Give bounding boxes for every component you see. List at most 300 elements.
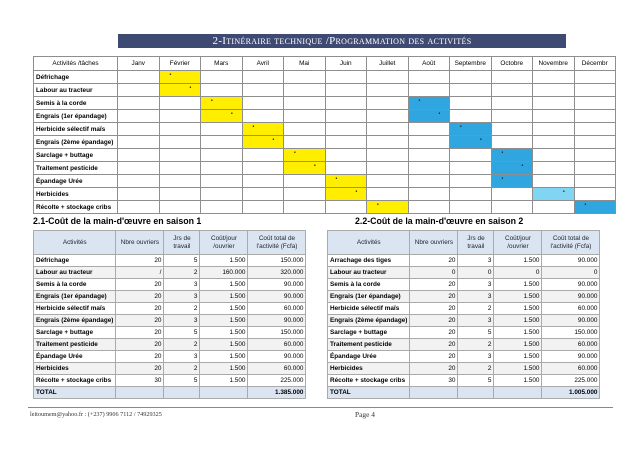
gantt-month-cell xyxy=(242,97,284,110)
gantt-month-cell xyxy=(408,110,450,123)
cost-activity-cell: Arrachage des tiges xyxy=(328,255,410,267)
gantt-row xyxy=(34,175,616,188)
cost-activity-cell: Labour au tracteur xyxy=(34,267,116,279)
cost-activity-cell: Herbicides xyxy=(34,363,116,375)
cost-value-cell: 1.500 xyxy=(200,339,248,351)
cost-value-cell: 5 xyxy=(164,255,200,267)
gantt-activity-label: Épandage Urée xyxy=(34,175,118,188)
cost-total-label: TOTAL xyxy=(328,387,410,399)
page-title-banner: 2-Itinéraire technique /Programmation des activités xyxy=(118,34,566,48)
cost-value-cell: 2 xyxy=(164,363,200,375)
gantt-month-cell xyxy=(408,71,450,84)
gantt-month-cell xyxy=(491,84,533,97)
gantt-month-header: Juin xyxy=(325,57,367,71)
gantt-row xyxy=(34,136,616,149)
gantt-month-cell xyxy=(533,162,575,175)
section-title-season-1: 2.1-Coût de la main-d'œuvre en saison 1 xyxy=(33,216,202,226)
gantt-month-cell xyxy=(201,110,243,123)
cost-value-cell: 20 xyxy=(410,291,458,303)
cost-value-cell: / xyxy=(116,267,164,279)
gantt-month-cell xyxy=(574,136,616,149)
gantt-month-cell xyxy=(284,201,326,214)
gantt-month-cell xyxy=(367,201,409,214)
gantt-month-cell xyxy=(367,188,409,201)
gantt-row xyxy=(34,162,616,175)
gantt-month-cell xyxy=(367,175,409,188)
cost-value-cell: 1.500 xyxy=(200,327,248,339)
cost-activity-cell: Engrais (1er épandage) xyxy=(34,291,116,303)
gantt-month-cell xyxy=(201,188,243,201)
gantt-marker: • xyxy=(584,202,587,208)
cost-value-cell: 20 xyxy=(410,327,458,339)
cost-column-header: Activités xyxy=(328,231,410,255)
cost-value-cell: 1.500 xyxy=(200,375,248,387)
cost-value-cell: 150.000 xyxy=(248,255,306,267)
gantt-month-cell xyxy=(159,123,201,136)
cost-row xyxy=(328,291,600,303)
gantt-month-cell xyxy=(242,149,284,162)
gantt-month-cell xyxy=(118,110,160,123)
gantt-month-cell xyxy=(491,188,533,201)
gantt-month-cell xyxy=(242,175,284,188)
gantt-month-cell xyxy=(533,123,575,136)
cost-value-cell: 20 xyxy=(116,351,164,363)
gantt-month-cell xyxy=(367,149,409,162)
cost-row xyxy=(328,351,600,363)
gantt-month-cell xyxy=(367,123,409,136)
cost-value-cell: 60.000 xyxy=(248,363,306,375)
gantt-month-cell xyxy=(242,188,284,201)
gantt-month-header: Octobre xyxy=(491,57,533,71)
gantt-month-cell xyxy=(325,188,367,201)
cost-value-cell: 60.000 xyxy=(542,363,600,375)
gantt-month-cell xyxy=(574,123,616,136)
cost-value-cell: 1.500 xyxy=(200,315,248,327)
gantt-marker: • xyxy=(294,150,296,156)
gantt-month-cell xyxy=(450,136,492,149)
cost-value-cell: 225.000 xyxy=(542,375,600,387)
gantt-month-cell xyxy=(284,71,326,84)
gantt-month-cell xyxy=(408,123,450,136)
cost-value-cell: 160.000 xyxy=(200,267,248,279)
cost-value-cell: 20 xyxy=(410,339,458,351)
cost-value-cell: 90.000 xyxy=(248,291,306,303)
gantt-month-cell xyxy=(325,162,367,175)
gantt-month-cell xyxy=(367,110,409,123)
cost-total-row xyxy=(328,387,600,399)
gantt-month-cell xyxy=(491,175,533,188)
gantt-month-header: Février xyxy=(159,57,201,71)
cost-column-header: Coût total de l'activité (Fcfa) xyxy=(542,231,600,255)
cost-value-cell: 90.000 xyxy=(248,351,306,363)
gantt-marker: • xyxy=(231,111,233,117)
gantt-month-header: Mai xyxy=(284,57,326,71)
cost-value-cell: 90.000 xyxy=(248,279,306,291)
cost-value-cell: 1.500 xyxy=(200,255,248,267)
cost-column-header: Jrs de travail xyxy=(458,231,494,255)
gantt-month-cell xyxy=(325,149,367,162)
gantt-month-header: Mars xyxy=(201,57,243,71)
gantt-month-cell xyxy=(574,175,616,188)
gantt-month-cell xyxy=(159,97,201,110)
gantt-month-cell xyxy=(284,162,326,175)
section-title-season-2: 2.2-Coût de la main-d'œuvre en saison 2 xyxy=(355,216,524,226)
gantt-month-cell xyxy=(159,110,201,123)
cost-activity-cell: Herbicide sélectif maïs xyxy=(34,303,116,315)
gantt-month-cell xyxy=(242,71,284,84)
gantt-month-cell xyxy=(450,149,492,162)
cost-column-header: Nbre ouvriers xyxy=(116,231,164,255)
cost-activity-cell: Traitement pesticide xyxy=(34,339,116,351)
gantt-month-cell xyxy=(450,110,492,123)
cost-value-cell: 1.500 xyxy=(494,291,542,303)
cost-column-header: Coût total de l'activité (Fcfa) xyxy=(248,231,306,255)
footer-divider xyxy=(28,407,613,408)
cost-activity-cell: Épandage Urée xyxy=(328,351,410,363)
gantt-month-cell xyxy=(367,162,409,175)
cost-value-cell: 3 xyxy=(458,351,494,363)
cost-activity-cell: Épandage Urée xyxy=(34,351,116,363)
gantt-month-cell xyxy=(533,149,575,162)
cost-value-cell: 30 xyxy=(410,375,458,387)
gantt-month-cell xyxy=(450,201,492,214)
cost-value-cell: 0 xyxy=(410,267,458,279)
cost-value-cell: 1.500 xyxy=(494,303,542,315)
cost-row xyxy=(328,303,600,315)
gantt-marker: • xyxy=(521,163,524,169)
cost-activity-cell: Labour au tracteur xyxy=(328,267,410,279)
cost-total-label: TOTAL xyxy=(34,387,116,399)
cost-total-empty xyxy=(164,387,200,399)
gantt-month-cell xyxy=(284,188,326,201)
cost-value-cell: 5 xyxy=(458,375,494,387)
cost-value-cell: 1.500 xyxy=(494,279,542,291)
gantt-month-cell xyxy=(118,201,160,214)
gantt-header-activity: Activités /tâches xyxy=(34,57,118,71)
cost-value-cell: 3 xyxy=(458,315,494,327)
gantt-month-cell xyxy=(574,201,616,214)
cost-column-header: Jrs de travail xyxy=(164,231,200,255)
gantt-month-cell xyxy=(367,97,409,110)
cost-activity-cell: Engrais (2ème épandage) xyxy=(328,315,410,327)
cost-value-cell: 2 xyxy=(164,267,200,279)
gantt-month-cell xyxy=(408,97,450,110)
cost-value-cell: 20 xyxy=(410,255,458,267)
gantt-month-header: Janv xyxy=(118,57,160,71)
cost-column-header: Coût/jour /ouvrier xyxy=(494,231,542,255)
cost-activity-cell: Récolte + stockage cribs xyxy=(34,375,116,387)
gantt-month-cell xyxy=(450,123,492,136)
cost-value-cell: 2 xyxy=(458,303,494,315)
gantt-month-header: Décembr xyxy=(574,57,616,71)
cost-value-cell: 90.000 xyxy=(542,351,600,363)
gantt-month-cell xyxy=(284,97,326,110)
gantt-month-cell xyxy=(118,175,160,188)
gantt-month-cell xyxy=(242,162,284,175)
cost-row xyxy=(34,315,306,327)
gantt-month-cell xyxy=(284,175,326,188)
gantt-activity-label: Engrais (1er épandage) xyxy=(34,110,118,123)
gantt-marker: • xyxy=(438,111,441,117)
cost-value-cell: 20 xyxy=(116,303,164,315)
gantt-month-cell xyxy=(284,110,326,123)
gantt-month-cell xyxy=(159,149,201,162)
gantt-marker: • xyxy=(272,137,275,143)
gantt-month-cell xyxy=(284,84,326,97)
cost-value-cell: 2 xyxy=(164,303,200,315)
gantt-activity-label: Traitement pesticide xyxy=(34,162,118,175)
gantt-activity-label: Défrichage xyxy=(34,71,118,84)
gantt-row xyxy=(34,188,616,201)
cost-activity-cell: Semis à la corde xyxy=(328,279,410,291)
gantt-marker: • xyxy=(211,98,213,104)
gantt-month-cell xyxy=(450,71,492,84)
gantt-row xyxy=(34,71,616,84)
cost-value-cell: 60.000 xyxy=(542,303,600,315)
cost-activity-cell: Engrais (1er épandage) xyxy=(328,291,410,303)
cost-total-empty xyxy=(458,387,494,399)
cost-value-cell: 3 xyxy=(458,255,494,267)
cost-value-cell: 20 xyxy=(116,291,164,303)
cost-value-cell: 3 xyxy=(164,279,200,291)
labor-cost-table-season-2 xyxy=(327,230,600,399)
cost-row xyxy=(34,267,306,279)
cost-value-cell: 90.000 xyxy=(542,255,600,267)
cost-activity-cell: Engrais (2ème épandage) xyxy=(34,315,116,327)
cost-value-cell: 20 xyxy=(116,279,164,291)
activity-schedule-gantt xyxy=(33,56,615,214)
cost-row xyxy=(328,255,600,267)
gantt-month-cell xyxy=(367,136,409,149)
gantt-month-cell xyxy=(159,188,201,201)
gantt-month-cell xyxy=(533,84,575,97)
cost-value-cell: 3 xyxy=(458,291,494,303)
cost-value-cell: 0 xyxy=(494,267,542,279)
gantt-row xyxy=(34,84,616,97)
cost-value-cell: 20 xyxy=(116,339,164,351)
cost-column-header: Nbre ouvriers xyxy=(410,231,458,255)
gantt-month-cell xyxy=(284,149,326,162)
gantt-month-cell xyxy=(118,136,160,149)
cost-value-cell: 90.000 xyxy=(542,291,600,303)
gantt-month-cell xyxy=(574,84,616,97)
gantt-month-cell xyxy=(574,162,616,175)
cost-total-value: 1.385.000 xyxy=(248,387,306,399)
gantt-month-cell xyxy=(201,97,243,110)
cost-activity-cell: Semis à la corde xyxy=(34,279,116,291)
gantt-month-header: Septembre xyxy=(450,57,492,71)
gantt-month-cell xyxy=(491,149,533,162)
cost-value-cell: 3 xyxy=(164,351,200,363)
gantt-marker: • xyxy=(460,124,462,130)
gantt-marker: • xyxy=(480,137,482,143)
gantt-month-cell xyxy=(118,188,160,201)
gantt-month-cell xyxy=(450,175,492,188)
cost-value-cell: 20 xyxy=(410,279,458,291)
gantt-month-cell xyxy=(408,84,450,97)
gantt-activity-label: Récolte + stockage cribs xyxy=(34,201,118,214)
cost-value-cell: 20 xyxy=(410,351,458,363)
cost-value-cell: 0 xyxy=(542,267,600,279)
gantt-month-cell xyxy=(201,123,243,136)
gantt-activity-label: Engrais (2ème épandage) xyxy=(34,136,118,149)
cost-row xyxy=(34,291,306,303)
gantt-month-cell xyxy=(450,188,492,201)
gantt-month-header: Avril xyxy=(242,57,284,71)
gantt-month-cell xyxy=(325,201,367,214)
cost-row xyxy=(34,339,306,351)
cost-value-cell: 225.000 xyxy=(248,375,306,387)
page-number: Page 4 xyxy=(355,410,375,419)
gantt-month-cell xyxy=(284,136,326,149)
gantt-month-cell xyxy=(491,123,533,136)
cost-value-cell: 1.500 xyxy=(200,279,248,291)
cost-value-cell: 320.000 xyxy=(248,267,306,279)
gantt-month-cell xyxy=(325,71,367,84)
cost-activity-cell: Défrichage xyxy=(34,255,116,267)
gantt-month-header: Juillet xyxy=(367,57,409,71)
gantt-month-cell xyxy=(491,71,533,84)
cost-activity-cell: Herbicides xyxy=(328,363,410,375)
cost-value-cell: 3 xyxy=(164,315,200,327)
cost-column-header: Activités xyxy=(34,231,116,255)
cost-value-cell: 20 xyxy=(410,363,458,375)
gantt-month-cell xyxy=(325,123,367,136)
gantt-row xyxy=(34,110,616,123)
gantt-marker: • xyxy=(189,85,192,91)
gantt-month-cell xyxy=(325,97,367,110)
cost-value-cell: 1.500 xyxy=(494,339,542,351)
gantt-row xyxy=(34,201,616,214)
gantt-marker: • xyxy=(355,189,358,195)
cost-row xyxy=(34,303,306,315)
gantt-month-cell xyxy=(242,110,284,123)
gantt-marker: • xyxy=(169,72,172,78)
gantt-month-cell xyxy=(242,84,284,97)
gantt-month-cell xyxy=(325,175,367,188)
gantt-row xyxy=(34,149,616,162)
gantt-month-cell xyxy=(325,136,367,149)
cost-value-cell: 5 xyxy=(458,327,494,339)
footer-contact: leitoumem@yahoo.fr : (+237) 9906 7112 / 74929325 xyxy=(30,411,162,418)
cost-row xyxy=(328,315,600,327)
gantt-month-cell xyxy=(408,175,450,188)
gantt-marker: • xyxy=(377,202,379,208)
cost-activity-cell: Sarclage + buttage xyxy=(34,327,116,339)
gantt-month-cell xyxy=(367,84,409,97)
cost-value-cell: 2 xyxy=(458,339,494,351)
gantt-marker: • xyxy=(418,98,421,104)
gantt-month-cell xyxy=(159,84,201,97)
cost-value-cell: 1.500 xyxy=(200,291,248,303)
cost-value-cell: 30 xyxy=(116,375,164,387)
labor-cost-table-season-1 xyxy=(33,230,306,399)
gantt-month-cell xyxy=(118,123,160,136)
gantt-marker: • xyxy=(335,176,338,182)
gantt-month-cell xyxy=(450,84,492,97)
gantt-month-cell xyxy=(533,175,575,188)
cost-value-cell: 3 xyxy=(458,279,494,291)
gantt-month-cell xyxy=(533,110,575,123)
cost-row xyxy=(34,363,306,375)
gantt-month-cell xyxy=(450,162,492,175)
gantt-row xyxy=(34,123,616,136)
gantt-month-cell xyxy=(118,162,160,175)
cost-value-cell: 60.000 xyxy=(542,339,600,351)
gantt-month-cell xyxy=(159,162,201,175)
gantt-row xyxy=(34,97,616,110)
cost-value-cell: 60.000 xyxy=(248,339,306,351)
cost-value-cell: 2 xyxy=(164,339,200,351)
gantt-month-cell xyxy=(408,136,450,149)
cost-row xyxy=(328,375,600,387)
gantt-month-cell xyxy=(242,123,284,136)
gantt-month-cell xyxy=(408,162,450,175)
gantt-month-cell xyxy=(491,136,533,149)
gantt-month-cell xyxy=(242,136,284,149)
cost-total-empty xyxy=(494,387,542,399)
cost-value-cell: 150.000 xyxy=(542,327,600,339)
gantt-month-cell xyxy=(491,110,533,123)
cost-value-cell: 1.500 xyxy=(494,255,542,267)
gantt-month-cell xyxy=(408,201,450,214)
cost-activity-cell: Traitement pesticide xyxy=(328,339,410,351)
cost-row xyxy=(34,375,306,387)
cost-column-header: Coût/jour /ouvrier xyxy=(200,231,248,255)
gantt-month-cell xyxy=(574,97,616,110)
gantt-marker: • xyxy=(314,163,316,169)
gantt-month-cell xyxy=(408,149,450,162)
cost-row xyxy=(328,339,600,351)
gantt-month-cell xyxy=(491,162,533,175)
gantt-month-cell xyxy=(201,149,243,162)
cost-value-cell: 1.500 xyxy=(494,351,542,363)
cost-value-cell: 1.500 xyxy=(494,363,542,375)
gantt-month-cell xyxy=(367,71,409,84)
cost-value-cell: 20 xyxy=(410,303,458,315)
cost-row xyxy=(34,327,306,339)
cost-value-cell: 0 xyxy=(458,267,494,279)
cost-value-cell: 90.000 xyxy=(542,315,600,327)
cost-value-cell: 20 xyxy=(116,363,164,375)
gantt-month-cell xyxy=(574,71,616,84)
cost-activity-cell: Sarclage + buttage xyxy=(328,327,410,339)
cost-value-cell: 5 xyxy=(164,327,200,339)
gantt-month-cell xyxy=(325,110,367,123)
gantt-activity-label: Semis à la corde xyxy=(34,97,118,110)
gantt-marker: • xyxy=(252,124,255,130)
cost-total-row xyxy=(34,387,306,399)
gantt-month-cell xyxy=(201,71,243,84)
cost-row xyxy=(328,279,600,291)
gantt-month-cell xyxy=(201,84,243,97)
cost-value-cell: 1.500 xyxy=(200,303,248,315)
cost-value-cell: 1.500 xyxy=(200,351,248,363)
gantt-month-cell xyxy=(118,97,160,110)
cost-row xyxy=(328,267,600,279)
cost-value-cell: 90.000 xyxy=(542,279,600,291)
cost-value-cell: 20 xyxy=(116,315,164,327)
gantt-month-cell xyxy=(533,136,575,149)
gantt-month-cell xyxy=(159,201,201,214)
cost-value-cell: 20 xyxy=(116,327,164,339)
gantt-month-cell xyxy=(201,175,243,188)
gantt-month-header: Novembre xyxy=(533,57,575,71)
gantt-marker: • xyxy=(501,150,504,156)
cost-total-value: 1.005.000 xyxy=(542,387,600,399)
gantt-month-cell xyxy=(242,201,284,214)
cost-activity-cell: Récolte + stockage cribs xyxy=(328,375,410,387)
